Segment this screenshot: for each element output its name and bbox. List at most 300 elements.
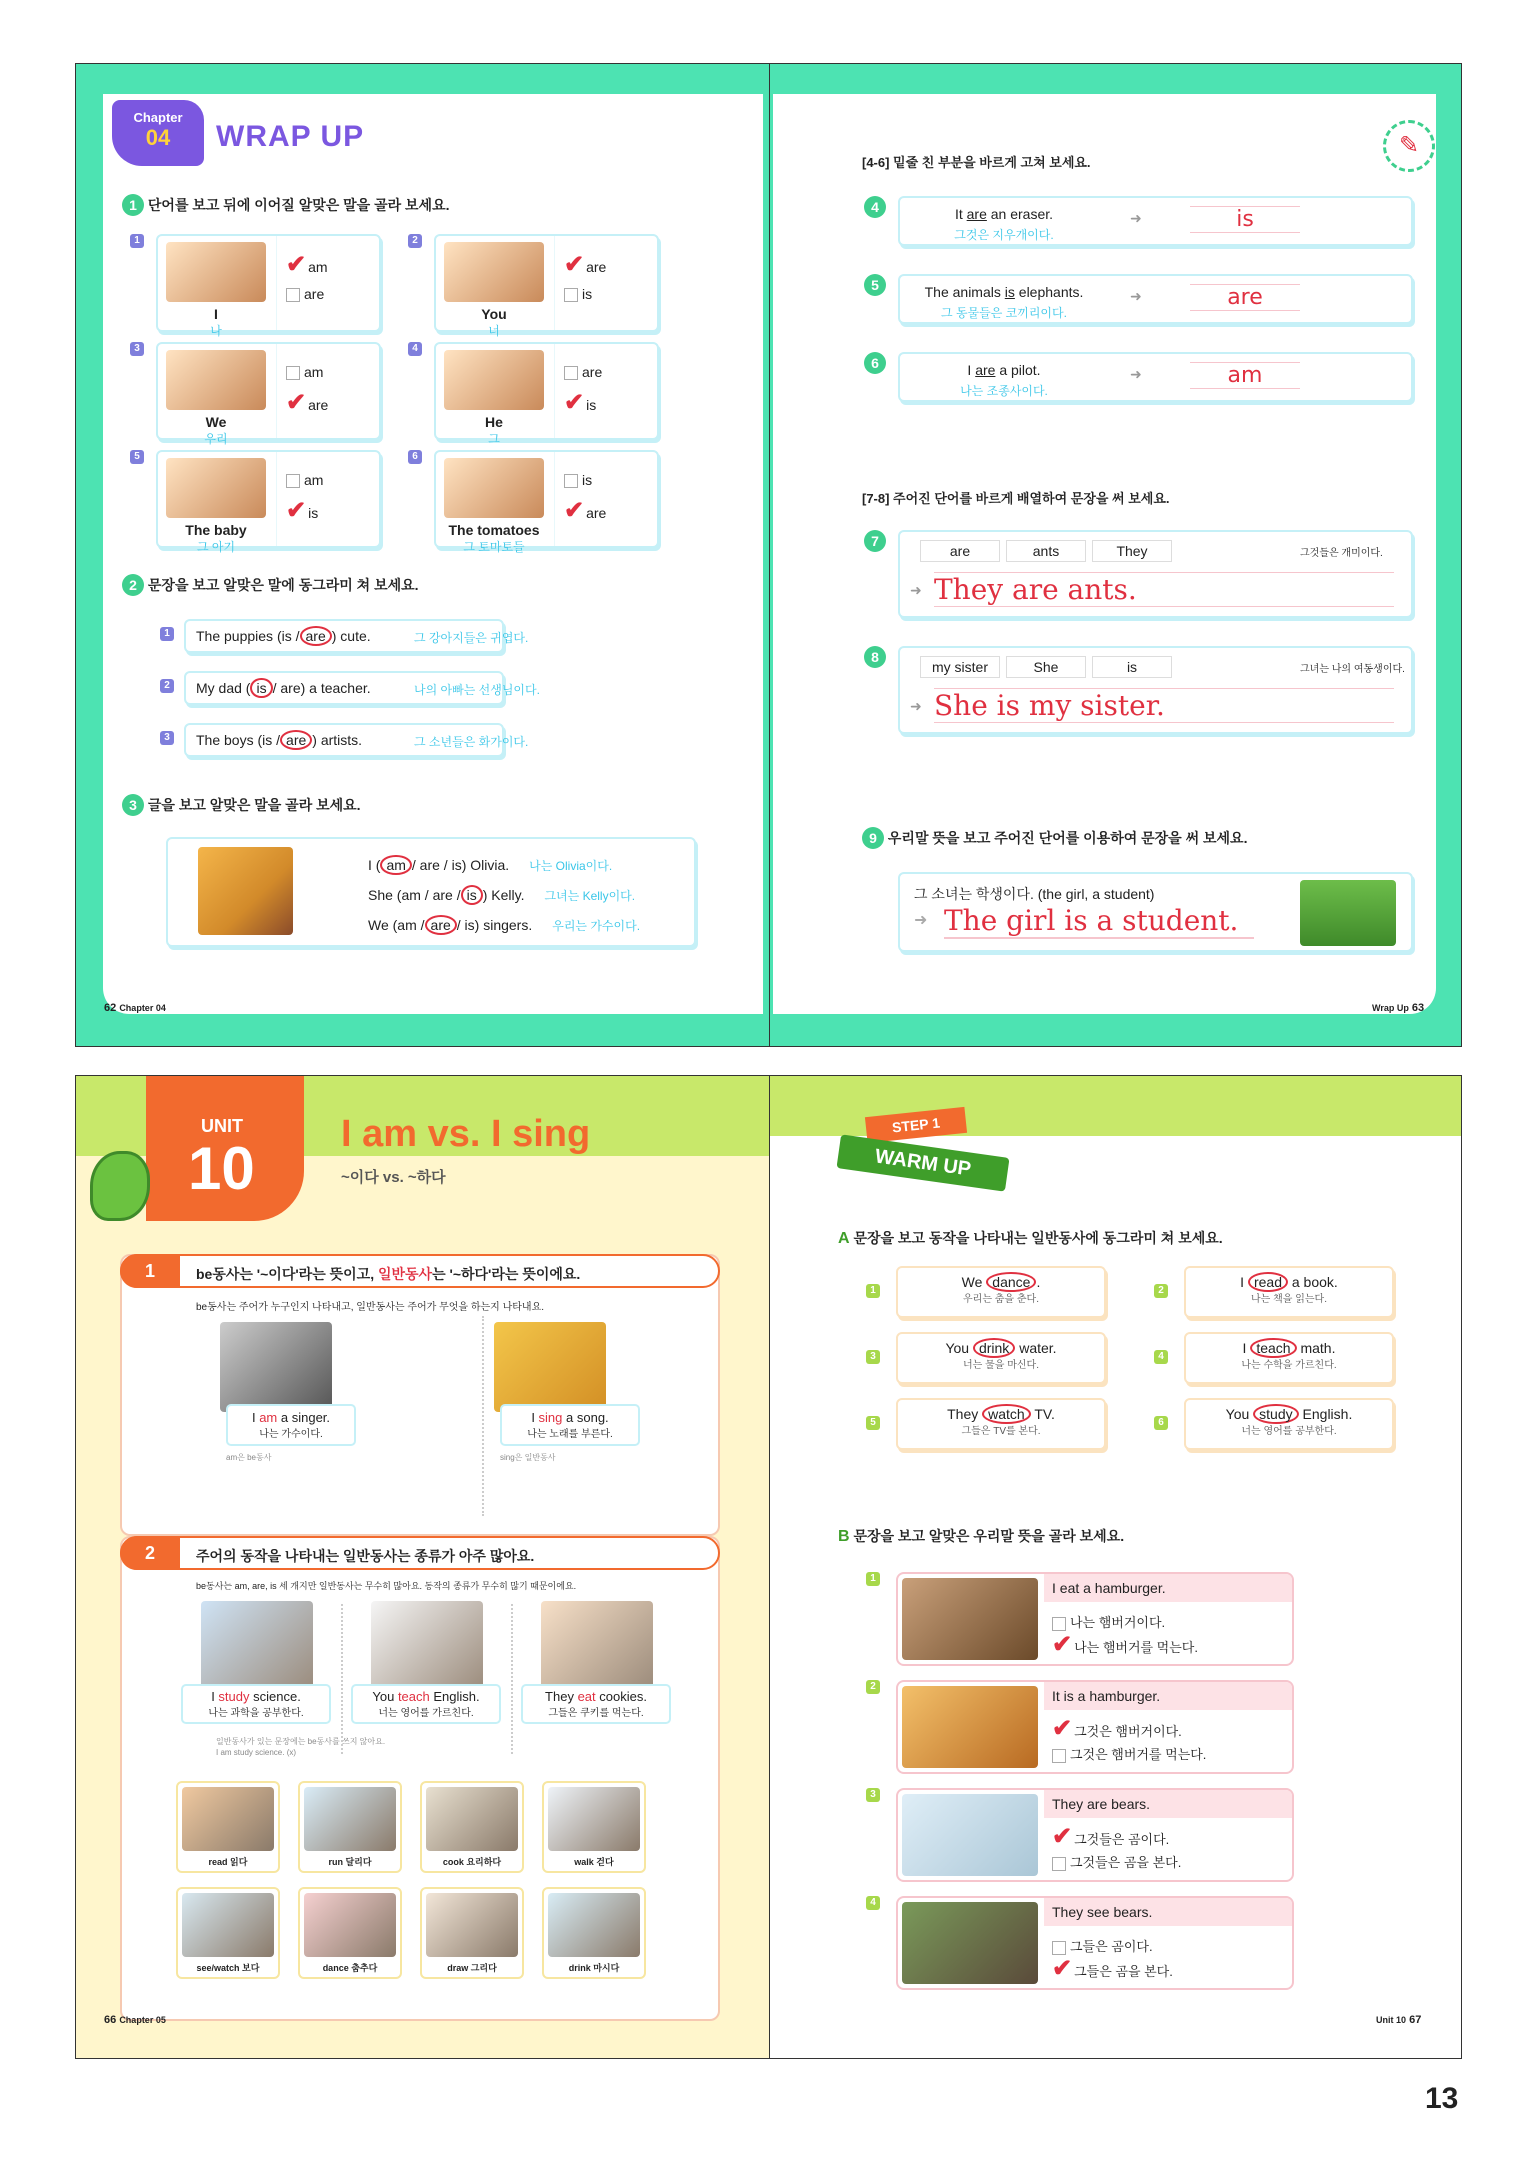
q3-pre: She (am / are / bbox=[368, 887, 461, 903]
checkbox bbox=[1052, 1617, 1066, 1631]
B-item-number: 3 bbox=[866, 1788, 880, 1802]
q3-ko: 우리는 가수이다. bbox=[552, 919, 641, 933]
q1-ko: 우리 bbox=[204, 432, 228, 446]
q1-word: We bbox=[205, 414, 227, 430]
arrow-icon: ➜ bbox=[1130, 366, 1142, 382]
q2-text: 문장을 보고 알맞은 말에 동그라미 쳐 보세요. bbox=[147, 577, 419, 593]
B-option-label: 나는 햄버거이다. bbox=[1070, 1615, 1166, 1630]
q1-option-label: am bbox=[304, 472, 324, 488]
footer-right-2 bbox=[1376, 2014, 1421, 2026]
q3-line bbox=[368, 911, 640, 941]
section1-number: 1 bbox=[120, 1254, 180, 1288]
unit-subtitle: ~이다 vs. ~하다 bbox=[341, 1169, 446, 1186]
arrow-icon: ➜ bbox=[910, 698, 922, 714]
q46-sentence bbox=[914, 284, 1094, 300]
sec1-heading-b: 일반동사 bbox=[377, 1266, 433, 1282]
ex1-a: I bbox=[251, 1410, 260, 1425]
q1-photo bbox=[166, 350, 266, 410]
A-card bbox=[1184, 1266, 1394, 1318]
q1-option bbox=[286, 364, 323, 380]
q1-option-label: are bbox=[308, 397, 329, 413]
q1-photo bbox=[166, 242, 266, 302]
B-card bbox=[896, 1572, 1294, 1666]
q9-text: 우리말 뜻을 보고 주어진 단어를 이용하여 문장을 써 보세요. bbox=[887, 830, 1248, 846]
q2-instruction bbox=[122, 574, 419, 596]
check-icon: ✔ bbox=[286, 497, 307, 524]
check-icon: ✔ bbox=[1052, 1823, 1073, 1850]
ex2-note: sing은 일반동사 bbox=[500, 1453, 556, 1462]
checkbox bbox=[286, 288, 300, 302]
B-option bbox=[1052, 1955, 1173, 1982]
q78-answer: They are ants. bbox=[934, 572, 1394, 607]
sec2-example-card bbox=[521, 1684, 671, 1724]
q1-option-label: are bbox=[304, 286, 325, 302]
A-item-number: 1 bbox=[866, 1284, 880, 1298]
A-post: water. bbox=[1015, 1340, 1057, 1356]
A-item-number: 5 bbox=[866, 1416, 880, 1430]
sec2-obj: science. bbox=[249, 1689, 301, 1704]
section2-desc: be동사는 am, are, is 세 개지만 일반동사는 무수히 많아요. 동작의 종류가 무수히 많기 때문이에요. bbox=[196, 1581, 577, 1591]
unit10-spread bbox=[75, 1075, 1462, 2059]
B-option-label: 그것은 햄버거를 먹는다. bbox=[1070, 1747, 1207, 1762]
B-photo bbox=[902, 1902, 1038, 1984]
q46-ko: 그것은 지우개이다. bbox=[954, 228, 1054, 242]
word-tile: She bbox=[1006, 656, 1086, 678]
q3-circled: are bbox=[425, 915, 457, 935]
q78-answer: She is my sister. bbox=[934, 688, 1394, 723]
wrapup-footer: Wrap Up bbox=[1372, 1003, 1409, 1013]
q1-option bbox=[564, 286, 592, 302]
verb-card bbox=[298, 1887, 402, 1979]
q1-item-number: 6 bbox=[408, 450, 422, 464]
student-girl-photo bbox=[1300, 880, 1396, 946]
verb-card bbox=[298, 1781, 402, 1873]
q78-card bbox=[898, 646, 1413, 734]
q46-post: an eraser. bbox=[986, 206, 1054, 222]
q1-option-label: are bbox=[586, 505, 607, 521]
verb-label: draw 그리다 bbox=[447, 1963, 497, 1973]
section2-heading: 주어의 동작을 나타내는 일반동사는 종류가 아주 많아요. bbox=[196, 1548, 535, 1564]
sec2-photo bbox=[371, 1601, 483, 1693]
sec2-example-card bbox=[181, 1684, 331, 1724]
verb-card bbox=[542, 1781, 646, 1873]
A-verb-circled: drink bbox=[973, 1338, 1015, 1358]
wrapup-spread bbox=[75, 63, 1462, 1047]
sec1-heading-c: 는 '~하다'라는 뜻이에요. bbox=[432, 1266, 581, 1282]
singing-girl-photo bbox=[494, 1322, 606, 1412]
A-sentence bbox=[898, 1406, 1104, 1422]
A-post: math. bbox=[1296, 1340, 1336, 1356]
q2-item-number: 1 bbox=[160, 627, 174, 641]
q46-card bbox=[898, 352, 1413, 402]
q2-post: ) artists. bbox=[312, 732, 363, 748]
A-verb-circled: teach bbox=[1250, 1338, 1296, 1358]
verb-photo bbox=[182, 1787, 274, 1851]
q1-item-number: 4 bbox=[408, 342, 422, 356]
verb-card bbox=[542, 1887, 646, 1979]
q1-photo bbox=[444, 458, 544, 518]
q9-answer: The girl is a student. bbox=[944, 904, 1254, 939]
verb-card bbox=[420, 1781, 524, 1873]
q2-number: 2 bbox=[122, 574, 144, 596]
sectionB-text: 문장을 보고 알맞은 우리말 뜻을 골라 보세요. bbox=[853, 1528, 1125, 1544]
q46-post: elephants. bbox=[1014, 284, 1084, 300]
q1-photo bbox=[444, 350, 544, 410]
footer-left bbox=[104, 1002, 166, 1014]
q3-pre: We (am / bbox=[368, 917, 425, 933]
q1-sep bbox=[554, 452, 555, 546]
singer-photo bbox=[220, 1322, 332, 1412]
q1-card bbox=[434, 234, 659, 338]
verb-card bbox=[176, 1781, 280, 1873]
q3-circled: is bbox=[461, 885, 483, 905]
B-option-label: 그것들은 곰이다. bbox=[1074, 1832, 1170, 1847]
q46-number: 6 bbox=[864, 352, 886, 374]
verb-photo bbox=[182, 1893, 274, 1957]
A-ko: 그들은 TV를 본다. bbox=[961, 1426, 1041, 1437]
unit-badge bbox=[146, 1076, 304, 1221]
verb-photo bbox=[426, 1893, 518, 1957]
section1-desc: be동사는 주어가 누구인지 나타내고, 일반동사는 주어가 무엇을 하는지 나타내요. bbox=[196, 1302, 545, 1313]
sec2-subj: They bbox=[545, 1689, 578, 1704]
ex1-b: am bbox=[259, 1410, 278, 1425]
q1-option-label: is bbox=[308, 505, 319, 521]
sectionA-letter: A bbox=[838, 1230, 850, 1247]
q1-word: You bbox=[481, 306, 507, 322]
verb-label: cook 요리하다 bbox=[442, 1857, 502, 1867]
check-icon: ✔ bbox=[1052, 1631, 1073, 1658]
spine bbox=[769, 64, 770, 1046]
q46-sentence bbox=[914, 362, 1094, 378]
verb-label: walk 걷다 bbox=[574, 1857, 614, 1867]
A-item-number: 3 bbox=[866, 1350, 880, 1364]
q46-underlined: is bbox=[1004, 284, 1015, 300]
sec2-example-card bbox=[351, 1684, 501, 1724]
A-card bbox=[1184, 1398, 1394, 1450]
q78-number: 7 bbox=[864, 530, 886, 552]
verb-photo bbox=[304, 1893, 396, 1957]
q46-card bbox=[898, 274, 1413, 324]
arrow-icon: ➜ bbox=[910, 582, 922, 598]
sec2-verb: eat bbox=[577, 1689, 596, 1704]
ex2-a: I bbox=[531, 1410, 539, 1425]
sectionB-instruction bbox=[838, 1526, 1124, 1546]
q2-post: / are) a teacher. bbox=[272, 680, 371, 696]
A-ko: 나는 책을 읽는다. bbox=[1251, 1294, 1327, 1305]
chapter-number: 04 bbox=[145, 125, 171, 150]
sec2-verb: teach bbox=[397, 1689, 430, 1704]
q1-sep bbox=[554, 344, 555, 438]
q3-number: 3 bbox=[122, 794, 144, 816]
A-pre: We bbox=[961, 1274, 987, 1290]
A-pre: I bbox=[1242, 1340, 1251, 1356]
page-number-63: 63 bbox=[1411, 1002, 1425, 1014]
word-tile: ants bbox=[1006, 540, 1086, 562]
q1-word: I bbox=[214, 306, 218, 322]
q1-card bbox=[156, 342, 381, 446]
word-tile: my sister bbox=[920, 656, 1000, 678]
q2-ko: 그 소년들은 화가이다. bbox=[414, 735, 529, 749]
sec2-verb: study bbox=[218, 1689, 250, 1704]
q3-text: 글을 보고 알맞은 말을 골라 보세요. bbox=[147, 797, 361, 813]
ex1-c: a singer. bbox=[277, 1410, 331, 1425]
sec2-photo bbox=[201, 1601, 313, 1693]
sec1-heading-a: be동사는 '~이다'라는 뜻이고, bbox=[196, 1266, 378, 1282]
word-tile: They bbox=[1092, 540, 1172, 562]
spine-2 bbox=[769, 1076, 770, 2058]
q3-post: / are / is) Olivia. bbox=[411, 857, 510, 873]
q78-ko: 그것들은 개미이다. bbox=[1300, 548, 1383, 559]
verb-card bbox=[420, 1887, 524, 1979]
q1-item-number: 3 bbox=[130, 342, 144, 356]
A-item-number: 6 bbox=[1154, 1416, 1168, 1430]
section2-number: 2 bbox=[120, 1536, 180, 1570]
q3-post: / is) singers. bbox=[456, 917, 533, 933]
verb-photo bbox=[548, 1893, 640, 1957]
q1-option bbox=[286, 472, 323, 488]
ex1-ko: 나는 가수이다. bbox=[259, 1429, 323, 1440]
q1-ko: 그 bbox=[488, 432, 500, 446]
page-number-66: 66 bbox=[104, 2014, 117, 2026]
checkbox bbox=[564, 366, 578, 380]
q2-pre: The boys (is / bbox=[196, 732, 281, 748]
A-sentence bbox=[1186, 1274, 1392, 1290]
unit-number: 10 bbox=[188, 1135, 255, 1202]
B-item-number: 1 bbox=[866, 1572, 880, 1586]
verb-photo bbox=[426, 1787, 518, 1851]
A-item-number: 4 bbox=[1154, 1350, 1168, 1364]
q1-card bbox=[156, 234, 381, 338]
q1-number: 1 bbox=[122, 194, 144, 216]
A-ko: 나는 수학을 가르친다. bbox=[1241, 1360, 1337, 1371]
q9-instruction bbox=[862, 827, 1247, 849]
q3-ko: 그녀는 Kelly이다. bbox=[544, 889, 636, 903]
B-option bbox=[1052, 1936, 1153, 1955]
q46-post: a pilot. bbox=[995, 362, 1041, 378]
q1-option-label: is bbox=[586, 397, 597, 413]
q2-circled: is bbox=[250, 678, 272, 698]
A-sentence bbox=[898, 1274, 1104, 1290]
arrow-icon: ➜ bbox=[914, 912, 928, 929]
sec2-subj: I bbox=[211, 1689, 219, 1704]
check-icon: ✔ bbox=[286, 389, 307, 416]
q46-underlined: are bbox=[966, 206, 987, 222]
q1-text: 단어를 보고 뒤에 이어질 알맞은 말을 골라 보세요. bbox=[147, 197, 450, 213]
arrow-icon: ➜ bbox=[1130, 210, 1142, 226]
A-card bbox=[896, 1332, 1106, 1384]
B-card bbox=[896, 1680, 1294, 1774]
q1-option-label: am bbox=[308, 259, 328, 275]
section2-header bbox=[120, 1536, 720, 1570]
q1-option bbox=[564, 497, 607, 524]
word-tile: are bbox=[920, 540, 1000, 562]
chameleon-icon bbox=[90, 1151, 150, 1221]
q1-photo bbox=[166, 458, 266, 518]
q2-circled: are bbox=[300, 626, 332, 646]
check-icon: ✔ bbox=[1052, 1955, 1073, 1982]
checkbox bbox=[564, 474, 578, 488]
q1-instruction bbox=[122, 194, 450, 216]
unit10-footer: Unit 10 bbox=[1376, 2015, 1407, 2025]
sec2-ko: 너는 영어를 가르친다. bbox=[378, 1708, 474, 1719]
A-verb-circled: watch bbox=[982, 1404, 1031, 1424]
q2-item-number: 3 bbox=[160, 731, 174, 745]
q1-option-label: am bbox=[304, 364, 324, 380]
B-card bbox=[896, 1788, 1294, 1882]
q1-option-label: are bbox=[586, 259, 607, 275]
B-option-label: 그들은 곰을 본다. bbox=[1074, 1964, 1173, 1979]
verb-label: drink 마시다 bbox=[568, 1963, 620, 1973]
A-ko: 우리는 춤을 춘다. bbox=[963, 1294, 1039, 1305]
sec2-subj: You bbox=[372, 1689, 398, 1704]
B-english: It is a hamburger. bbox=[1052, 1688, 1161, 1704]
q46-instruction: [4-6] 밑줄 친 부분을 바르게 고쳐 보세요. bbox=[862, 155, 1091, 170]
q1-card bbox=[156, 450, 381, 554]
q2-post: ) cute. bbox=[331, 628, 371, 644]
chapter05-footer: Chapter 05 bbox=[119, 2015, 166, 2025]
B-photo bbox=[902, 1686, 1038, 1768]
B-item-number: 2 bbox=[866, 1680, 880, 1694]
A-card bbox=[896, 1266, 1106, 1318]
q3-circled: am bbox=[380, 855, 411, 875]
unit-word: UNIT bbox=[201, 1116, 243, 1136]
verb-label: read 읽다 bbox=[208, 1857, 248, 1867]
q46-pre: The animals bbox=[924, 284, 1005, 300]
sectionA-instruction bbox=[838, 1228, 1223, 1248]
B-option bbox=[1052, 1744, 1206, 1763]
q1-option-label: is bbox=[582, 472, 593, 488]
q78-ko: 그녀는 나의 여동생이다. bbox=[1300, 664, 1405, 675]
q78-instruction: [7-8] 주어진 단어를 바르게 배열하여 문장을 써 보세요. bbox=[862, 491, 1170, 506]
sheet-page-number: 13 bbox=[1425, 2082, 1459, 2115]
q1-word: The baby bbox=[185, 522, 247, 538]
check-icon: ✔ bbox=[286, 251, 307, 278]
A-verb-circled: study bbox=[1253, 1404, 1298, 1424]
B-card bbox=[896, 1896, 1294, 1990]
section1-header bbox=[120, 1254, 720, 1288]
footer-left-2 bbox=[104, 2014, 166, 2026]
q78-words bbox=[920, 540, 1178, 562]
q1-ko: 나 bbox=[210, 324, 222, 338]
q46-number: 4 bbox=[864, 196, 886, 218]
B-option bbox=[1052, 1715, 1182, 1742]
A-sentence bbox=[1186, 1340, 1392, 1356]
chapter-footer: Chapter 04 bbox=[119, 1003, 166, 1013]
q1-item-number: 5 bbox=[130, 450, 144, 464]
q2-ko: 나의 아빠는 선생님이다. bbox=[414, 683, 540, 697]
sec1-divider bbox=[482, 1316, 484, 1516]
B-english: They are bears. bbox=[1052, 1796, 1151, 1812]
q1-word: The tomatoes bbox=[448, 522, 540, 538]
A-sentence bbox=[1186, 1406, 1392, 1422]
B-option bbox=[1052, 1631, 1198, 1658]
sectionB-letter: B bbox=[838, 1528, 850, 1545]
q46-pre: I bbox=[967, 362, 976, 378]
q1-card bbox=[434, 342, 659, 446]
arrow-icon: ➜ bbox=[1130, 288, 1142, 304]
q1-option bbox=[286, 286, 324, 302]
ex2-c: a song. bbox=[562, 1410, 609, 1425]
q2-item-number: 2 bbox=[160, 679, 174, 693]
sec2-obj: cookies. bbox=[595, 1689, 647, 1704]
q1-ko: 너 bbox=[488, 324, 500, 338]
q2-ko: 그 강아지들은 귀엽다. bbox=[414, 631, 529, 645]
q1-option bbox=[564, 364, 602, 380]
sec2-divider bbox=[511, 1604, 513, 1754]
q2-circled: are bbox=[280, 730, 312, 750]
q46-pre: It bbox=[954, 206, 967, 222]
pencil-icon: ✎ bbox=[1383, 120, 1435, 172]
page-number-62: 62 bbox=[104, 1002, 117, 1014]
A-ko: 너는 물을 마신다. bbox=[963, 1360, 1039, 1371]
q1-option bbox=[286, 497, 319, 524]
warm-up-banner: WARM UP bbox=[836, 1134, 1009, 1191]
wrap-up-title: WRAP UP bbox=[216, 120, 365, 153]
A-post: . bbox=[1036, 1274, 1041, 1290]
ex1-card bbox=[226, 1404, 356, 1446]
q46-ko: 나는 조종사이다. bbox=[960, 384, 1048, 398]
B-item-number: 4 bbox=[866, 1896, 880, 1910]
q3-instruction bbox=[122, 794, 361, 816]
A-pre: You bbox=[1225, 1406, 1254, 1422]
A-pre: You bbox=[945, 1340, 973, 1356]
q1-sep bbox=[276, 236, 277, 330]
B-photo bbox=[902, 1794, 1038, 1876]
checkbox bbox=[1052, 1857, 1066, 1871]
q2-pre: My dad ( bbox=[196, 680, 251, 696]
B-option bbox=[1052, 1852, 1181, 1871]
A-ko: 너는 영어를 공부한다. bbox=[1241, 1426, 1337, 1437]
check-icon: ✔ bbox=[1052, 1715, 1073, 1742]
B-option-label: 나는 햄버거를 먹는다. bbox=[1074, 1640, 1198, 1655]
q3-card bbox=[166, 837, 696, 947]
q2-pre: The puppies (is / bbox=[196, 628, 300, 644]
A-pre: I bbox=[1240, 1274, 1248, 1290]
sec2-en bbox=[526, 1689, 666, 1704]
ex2-ko: 나는 노래를 부른다. bbox=[527, 1429, 613, 1440]
q1-word: He bbox=[485, 414, 503, 430]
checkbox bbox=[1052, 1941, 1066, 1955]
sec2-divider bbox=[341, 1604, 343, 1754]
B-option bbox=[1052, 1612, 1165, 1631]
A-card bbox=[1184, 1332, 1394, 1384]
q46-sentence bbox=[914, 206, 1094, 222]
q78-words bbox=[920, 656, 1178, 678]
q46-answer: is bbox=[1190, 206, 1300, 233]
q1-ko: 그 토마토들 bbox=[463, 540, 525, 554]
q46-ko: 그 동물들은 코끼리이다. bbox=[941, 306, 1067, 320]
B-option-label: 그것들은 곰을 본다. bbox=[1070, 1855, 1182, 1870]
q1-option-label: are bbox=[582, 364, 603, 380]
A-verb-circled: read bbox=[1248, 1272, 1288, 1292]
A-post: a book. bbox=[1287, 1274, 1338, 1290]
B-option bbox=[1052, 1823, 1170, 1850]
verb-photo bbox=[304, 1787, 396, 1851]
q46-answer: am bbox=[1190, 362, 1300, 389]
q3-pre: I ( bbox=[368, 857, 381, 873]
sectionA-text: 문장을 보고 동작을 나타내는 일반동사에 동그라미 쳐 보세요. bbox=[853, 1230, 1223, 1246]
sec2-obj: English. bbox=[429, 1689, 480, 1704]
check-icon: ✔ bbox=[564, 251, 585, 278]
q3-line bbox=[368, 851, 640, 881]
singers-photo bbox=[198, 847, 293, 935]
q1-card bbox=[434, 450, 659, 554]
q46-answer: are bbox=[1190, 284, 1300, 311]
q9-number: 9 bbox=[862, 827, 884, 849]
sec2-photo bbox=[541, 1601, 653, 1693]
ex1-note: am은 be동사 bbox=[226, 1453, 272, 1462]
B-english: I eat a hamburger. bbox=[1052, 1580, 1166, 1596]
